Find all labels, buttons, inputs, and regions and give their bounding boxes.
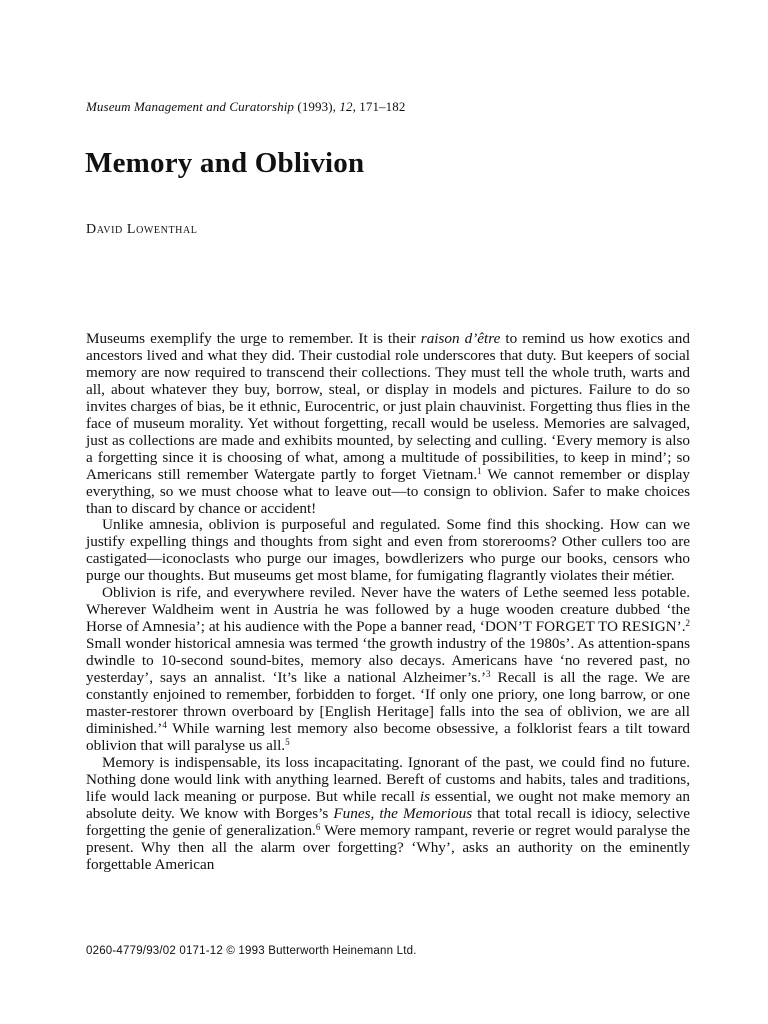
paragraph-3 bbox=[86, 585, 690, 755]
paragraph-3-text-b: Small wonder historical amnesia was termed ‘the growth industry of the 1980s’. As attention-spans dwindle to 10-second sound-bites, memory also decays. Americans have ‘no revered past, no yesterday’, says an annalist. ‘It’s like a national Alzheimer’s.’ bbox=[86, 635, 690, 687]
paragraph-4-text-f: Were memory rampant, reverie or regret would paralyse the present. Why then all the alarm over forgetting? ‘Why’, asks an authority on the eminently forgettable American bbox=[86, 821, 690, 873]
paragraph-4 bbox=[86, 755, 690, 874]
footnote-marker-2[interactable]: 2 bbox=[685, 618, 690, 629]
footnote-marker-5[interactable]: 5 bbox=[285, 736, 290, 747]
journal-year: (1993), bbox=[294, 99, 340, 114]
article-body bbox=[86, 331, 690, 874]
paragraph-2 bbox=[86, 517, 690, 585]
journal-citation bbox=[86, 99, 405, 115]
article-author: David Lowenthal bbox=[86, 222, 198, 237]
paragraph-1 bbox=[86, 331, 690, 517]
paragraph-4-text-a: Memory is indispensable, its loss incapacitating. Ignorant of the past, we could find no future. Nothing done would link with anything learned. Bereft of customs and habits, tales and traditions, life would lack meaning or purpose. But while recall bbox=[86, 753, 690, 805]
journal-pages: , 171–182 bbox=[352, 99, 406, 114]
journal-volume: 12 bbox=[339, 99, 353, 114]
footnote-marker-4[interactable]: 4 bbox=[162, 719, 167, 730]
paragraph-4-text-e: that total recall is idiocy, selective forgetting the genie of generalization. bbox=[86, 804, 690, 839]
footnote-marker-6[interactable]: 6 bbox=[315, 821, 321, 832]
copyright-footer: 0260-4779/93/02 0171-12 © 1993 Butterworth Heinemann Ltd. bbox=[86, 945, 417, 957]
paragraph-1-text-d: We cannot remember or display everything, so we must choose what to leave out—to consign to oblivion. Safer to make choices than to discard by chance or accident! bbox=[86, 465, 690, 517]
paragraph-1-text-a: Museums exemplify the urge to remember. It is their bbox=[86, 330, 421, 347]
paragraph-4-text-c: essential, we ought not make memory an absolute deity. We know with Borges’s bbox=[86, 787, 691, 822]
paragraph-4-italic-is: is bbox=[419, 787, 431, 805]
paragraph-1-text-c: to remind us how exotics and ancestors lived and what they did. Their custodial role underscores that duty. But keepers of social memory are now required to transcend their collections. They must tell the whole truth, warts and all, about whatever they buy, borrow, steal, or display in models and pictures. Failure to do so invites charges of bias, be it ethnic, Eurocentric, or just plain chauvinist. Forgetting thus flies in the face of museum morality. Yet without forgetting, recall would be useless. Memories are salvaged, just as collections are made and exhibits mounted, by selecting and culling. ‘Every memory is also a forgetting since it is choosing of what, among a multitude of possibilities, to keep in mind’; so Americans still remember Watergate partly to forget Vietnam. bbox=[86, 330, 690, 483]
paragraph-2-text: Unlike amnesia, oblivion is purposeful and regulated. Some find this shocking. How can we justify expelling things and thoughts from sight and even from storerooms? Other cullers too are castigated—iconoclasts who purge our images, bowdlerizers who purge our books, censors who purge our thoughts. But museums get most blame, for fumigating flagrantly violates their métier. bbox=[86, 516, 690, 585]
article-title: Memory and Oblivion bbox=[85, 147, 365, 179]
footnote-marker-1[interactable]: 1 bbox=[477, 465, 482, 476]
paragraph-4-italic-title: Funes, the Memorious bbox=[333, 804, 473, 822]
paragraph-3-text-d: While warning lest memory also become obsessive, a folklorist fears a tilt toward oblivion that will paralyse us all. bbox=[86, 719, 690, 754]
paragraph-3-text-a: Oblivion is rife, and everywhere reviled. Never have the waters of Lethe seemed less potable. Wherever Waldheim went in Austria he was followed by a huge wooden creature dubbed ‘the Horse of Amnesia’; at his audience with the Pope a banner read, ‘DON’T FORGET TO RESIGN’. bbox=[86, 584, 690, 636]
journal-name: Museum Management and Curatorship bbox=[86, 99, 295, 114]
paragraph-1-italic-phrase: raison d’être bbox=[420, 330, 501, 347]
paragraph-3-text-c: Recall is all the rage. We are constantly enjoined to remember, forbidden to forget. ‘If only one priory, one long barrow, or one master-restorer thrown overboard by [English Heritage] falls into the sea of oblivion, we are all diminished.’ bbox=[86, 669, 690, 737]
footnote-marker-3[interactable]: 3 bbox=[486, 669, 491, 680]
